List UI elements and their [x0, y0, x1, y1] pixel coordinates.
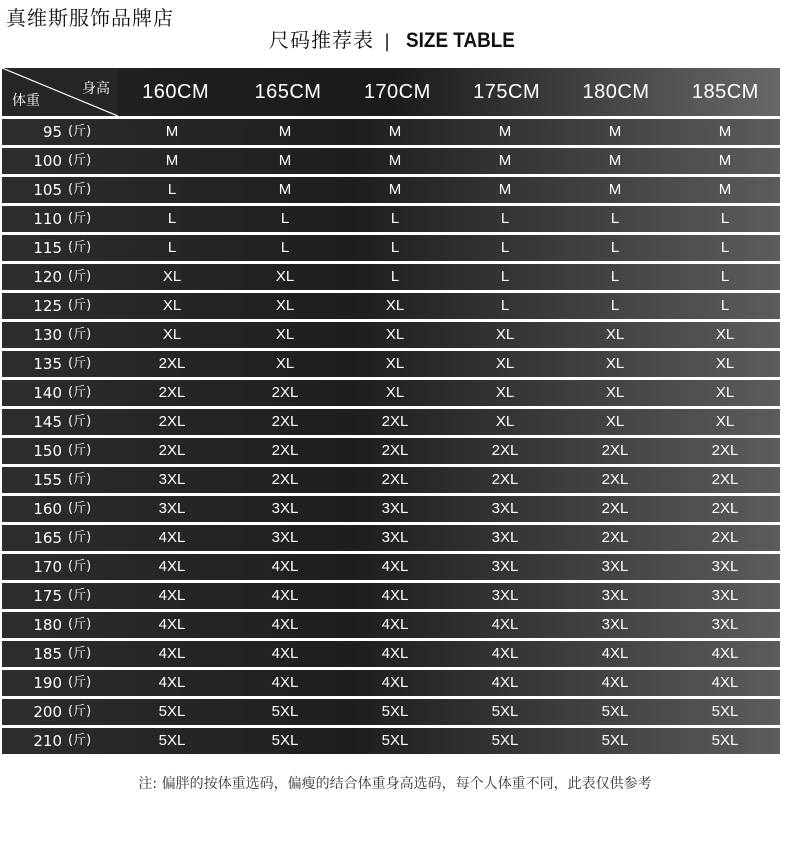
weight-unit: (斤) — [68, 356, 92, 371]
size-cell: 4XL — [711, 674, 739, 691]
size-cell: XL — [162, 297, 182, 314]
size-cell: L — [390, 239, 400, 256]
weight-unit: (斤) — [68, 124, 92, 139]
size-cell: M — [498, 152, 512, 169]
size-cell: 5XL — [601, 732, 629, 749]
size-cell: 2XL — [158, 413, 186, 430]
size-cell: 4XL — [271, 674, 299, 691]
size-cell: XL — [715, 355, 735, 372]
weight-value: 170 — [33, 558, 62, 576]
size-cell: XL — [495, 384, 515, 401]
size-cell: 5XL — [711, 732, 739, 749]
weight-value: 120 — [33, 268, 62, 286]
size-cell: 5XL — [158, 703, 186, 720]
weight-unit: (斤) — [68, 704, 92, 719]
size-cell: M — [278, 152, 292, 169]
size-cell: 5XL — [491, 732, 519, 749]
size-cell: 2XL — [158, 355, 186, 372]
size-cell: XL — [605, 326, 625, 343]
table-row — [2, 177, 780, 203]
weight-unit: (斤) — [68, 327, 92, 342]
title-english: SIZE TABLE — [406, 29, 515, 52]
weight-cell — [2, 293, 114, 319]
table-row — [2, 496, 780, 522]
size-cell: M — [278, 123, 292, 140]
size-cell: 2XL — [381, 413, 409, 430]
size-cell: 2XL — [711, 471, 739, 488]
weight-value: 105 — [33, 181, 62, 199]
height-header-cells — [2, 68, 780, 116]
weight-cell — [2, 641, 114, 667]
size-cell: L — [610, 210, 620, 227]
weight-cell — [2, 351, 114, 377]
weight-unit: (斤) — [68, 588, 92, 603]
size-cell: 3XL — [711, 587, 739, 604]
size-cell: 3XL — [711, 558, 739, 575]
size-cell: 5XL — [711, 703, 739, 720]
table-row — [2, 148, 780, 174]
size-cell: XL — [275, 297, 295, 314]
size-cell: L — [500, 297, 510, 314]
table-row — [2, 554, 780, 580]
size-cell: L — [167, 239, 177, 256]
size-cell: XL — [605, 384, 625, 401]
size-cell: XL — [162, 326, 182, 343]
corner-height-label: 身高 — [82, 81, 110, 97]
corner-weight-label: 体重 — [12, 93, 40, 109]
size-table — [2, 68, 780, 757]
title-separator: | — [383, 31, 391, 52]
table-row — [2, 583, 780, 609]
size-cell: M — [498, 181, 512, 198]
weight-value: 155 — [33, 471, 62, 489]
size-cell: XL — [715, 326, 735, 343]
weight-value: 100 — [33, 152, 62, 170]
size-cell: L — [167, 181, 177, 198]
size-cell: M — [718, 181, 732, 198]
size-cell: 2XL — [601, 471, 629, 488]
table-row — [2, 322, 780, 348]
size-cell: M — [608, 123, 622, 140]
size-cell: 4XL — [158, 587, 186, 604]
size-cell: 5XL — [381, 703, 409, 720]
weight-value: 175 — [33, 587, 62, 605]
weight-cell — [2, 177, 114, 203]
weight-unit: (斤) — [68, 298, 92, 313]
table-row — [2, 699, 780, 725]
size-cell: 2XL — [271, 442, 299, 459]
size-cell: 2XL — [381, 442, 409, 459]
size-cell: XL — [605, 355, 625, 372]
weight-cell — [2, 148, 114, 174]
size-cell: 2XL — [711, 500, 739, 517]
size-cell: L — [720, 239, 730, 256]
size-cell: L — [720, 297, 730, 314]
weight-unit: (斤) — [68, 501, 92, 516]
weight-value: 160 — [33, 500, 62, 518]
size-cell: 2XL — [491, 442, 519, 459]
size-cell: XL — [385, 384, 405, 401]
size-cell: XL — [495, 413, 515, 430]
weight-cell — [2, 554, 114, 580]
weight-value: 210 — [33, 732, 62, 750]
size-cell: 2XL — [271, 413, 299, 430]
weight-value: 185 — [33, 645, 62, 663]
weight-unit: (斤) — [68, 646, 92, 661]
table-row — [2, 293, 780, 319]
size-cell: 5XL — [601, 703, 629, 720]
size-cell: 4XL — [711, 645, 739, 662]
weight-unit: (斤) — [68, 414, 92, 429]
height-header-cell: 165CM — [254, 81, 322, 103]
size-cell: 3XL — [381, 529, 409, 546]
table-row — [2, 438, 780, 464]
weight-value: 190 — [33, 674, 62, 692]
weight-cell — [2, 409, 114, 435]
weight-value: 145 — [33, 413, 62, 431]
size-cell: 5XL — [381, 732, 409, 749]
size-cell: M — [608, 181, 622, 198]
weight-value: 140 — [33, 384, 62, 402]
weight-value: 165 — [33, 529, 62, 547]
weight-value: 115 — [33, 239, 62, 257]
size-cell: 5XL — [158, 732, 186, 749]
weight-value: 150 — [33, 442, 62, 460]
size-cell: L — [500, 268, 510, 285]
size-cell: 3XL — [381, 500, 409, 517]
weight-cell — [2, 467, 114, 493]
size-cell: L — [390, 210, 400, 227]
weight-cell — [2, 438, 114, 464]
size-cell: 4XL — [158, 558, 186, 575]
size-cell: 5XL — [491, 703, 519, 720]
size-cell: L — [280, 239, 290, 256]
weight-unit: (斤) — [68, 472, 92, 487]
size-cell: XL — [275, 268, 295, 285]
weight-value: 95 — [42, 123, 62, 141]
weight-cell — [2, 322, 114, 348]
size-cell: 4XL — [381, 558, 409, 575]
size-cell: M — [278, 181, 292, 198]
size-cell: L — [500, 239, 510, 256]
size-cell: 2XL — [271, 471, 299, 488]
size-cell: 2XL — [601, 442, 629, 459]
size-cell: 3XL — [601, 616, 629, 633]
height-header-cell: 185CM — [691, 81, 759, 103]
size-cell: 2XL — [601, 500, 629, 517]
size-cell: M — [165, 123, 179, 140]
size-cell: 4XL — [158, 616, 186, 633]
size-cell: 4XL — [381, 587, 409, 604]
weight-unit: (斤) — [68, 153, 92, 168]
size-cell: 2XL — [601, 529, 629, 546]
table-row — [2, 351, 780, 377]
weight-cell — [2, 699, 114, 725]
size-cell: XL — [715, 413, 735, 430]
size-cell: 5XL — [271, 703, 299, 720]
size-cell: XL — [162, 268, 182, 285]
weight-cell — [2, 670, 114, 696]
height-header-cell: 175CM — [473, 81, 541, 103]
table-row — [2, 119, 780, 145]
size-cell: 3XL — [271, 529, 299, 546]
weight-value: 180 — [33, 616, 62, 634]
size-cell: 4XL — [601, 645, 629, 662]
size-cell: XL — [605, 413, 625, 430]
weight-value: 200 — [33, 703, 62, 721]
size-cell: 2XL — [381, 471, 409, 488]
size-cell: L — [610, 239, 620, 256]
size-cell: 4XL — [158, 529, 186, 546]
page-title — [0, 24, 790, 53]
size-cell: XL — [275, 355, 295, 372]
size-cell: XL — [385, 326, 405, 343]
size-cell: L — [610, 268, 620, 285]
weight-value: 110 — [33, 210, 62, 228]
size-cell: 2XL — [711, 442, 739, 459]
size-cell: 3XL — [491, 500, 519, 517]
weight-unit: (斤) — [68, 530, 92, 545]
table-row — [2, 670, 780, 696]
weight-cell — [2, 525, 114, 551]
height-header-cell: 170CM — [363, 81, 431, 103]
weight-cell — [2, 380, 114, 406]
size-cell: 4XL — [381, 674, 409, 691]
size-cell: 4XL — [601, 674, 629, 691]
size-cell: 2XL — [158, 384, 186, 401]
table-row — [2, 206, 780, 232]
size-cell: XL — [275, 326, 295, 343]
table-row — [2, 409, 780, 435]
weight-unit: (斤) — [68, 617, 92, 632]
size-cell: M — [498, 123, 512, 140]
table-header-row — [2, 68, 780, 116]
size-cell: XL — [385, 297, 405, 314]
size-cell: 4XL — [491, 616, 519, 633]
size-cell: L — [280, 210, 290, 227]
size-cell: 4XL — [381, 645, 409, 662]
size-cell: M — [608, 152, 622, 169]
height-header-cell: 180CM — [582, 81, 650, 103]
weight-unit: (斤) — [68, 443, 92, 458]
weight-cell — [2, 264, 114, 290]
size-cell: 3XL — [158, 471, 186, 488]
size-cell: XL — [385, 355, 405, 372]
size-cell: 4XL — [491, 674, 519, 691]
size-cell: 3XL — [158, 500, 186, 517]
weight-cell — [2, 583, 114, 609]
size-cell: 3XL — [491, 587, 519, 604]
size-cell: 2XL — [491, 471, 519, 488]
table-row — [2, 235, 780, 261]
size-cell: 3XL — [491, 529, 519, 546]
size-cell: L — [390, 268, 400, 285]
weight-cell — [2, 612, 114, 638]
table-row — [2, 612, 780, 638]
size-cell: 4XL — [158, 645, 186, 662]
table-row — [2, 525, 780, 551]
weight-cell — [2, 235, 114, 261]
size-cell: 4XL — [381, 616, 409, 633]
size-cell: 4XL — [158, 674, 186, 691]
size-cell: L — [610, 297, 620, 314]
size-cell: L — [167, 210, 177, 227]
weight-unit: (斤) — [68, 211, 92, 226]
store-name: 真维斯服饰品牌店 — [6, 6, 174, 30]
weight-value: 125 — [33, 297, 62, 315]
table-row — [2, 728, 780, 754]
weight-unit: (斤) — [68, 182, 92, 197]
weight-value: 130 — [33, 326, 62, 344]
weight-cell — [2, 728, 114, 754]
size-cell: 3XL — [601, 587, 629, 604]
footnote: 注: 偏胖的按体重选码，偏瘦的结合体重身高选码，每个人体重不同，此表仅供参考 — [138, 776, 652, 792]
size-cell: 5XL — [271, 732, 299, 749]
size-cell: 4XL — [271, 616, 299, 633]
weight-unit: (斤) — [68, 269, 92, 284]
size-cell: L — [500, 210, 510, 227]
title-chinese: 尺码推荐表 — [268, 28, 374, 52]
table-row — [2, 380, 780, 406]
weight-cell — [2, 496, 114, 522]
table-row — [2, 641, 780, 667]
table-body — [2, 119, 780, 754]
size-cell: M — [165, 152, 179, 169]
weight-unit: (斤) — [68, 675, 92, 690]
size-cell: 3XL — [491, 558, 519, 575]
size-cell: 2XL — [711, 529, 739, 546]
height-header-cell: 160CM — [142, 81, 210, 103]
weight-unit: (斤) — [68, 240, 92, 255]
size-cell: 2XL — [271, 384, 299, 401]
weight-cell — [2, 206, 114, 232]
size-cell: XL — [495, 355, 515, 372]
size-cell: 4XL — [271, 587, 299, 604]
size-cell: M — [718, 123, 732, 140]
size-cell: 3XL — [271, 500, 299, 517]
weight-cell — [2, 119, 114, 145]
size-cell: 4XL — [271, 558, 299, 575]
size-cell: M — [388, 181, 402, 198]
size-cell: 3XL — [711, 616, 739, 633]
weight-unit: (斤) — [68, 559, 92, 574]
table-row — [2, 264, 780, 290]
size-cell: 2XL — [158, 442, 186, 459]
table-row — [2, 467, 780, 493]
weight-unit: (斤) — [68, 385, 92, 400]
size-cell: 3XL — [601, 558, 629, 575]
size-cell: 4XL — [271, 645, 299, 662]
size-cell: XL — [715, 384, 735, 401]
weight-unit: (斤) — [68, 733, 92, 748]
size-cell: M — [388, 152, 402, 169]
size-cell: XL — [495, 326, 515, 343]
size-cell: L — [720, 268, 730, 285]
size-cell: 4XL — [491, 645, 519, 662]
size-cell: M — [718, 152, 732, 169]
size-cell: M — [388, 123, 402, 140]
size-cell: L — [720, 210, 730, 227]
weight-value: 135 — [33, 355, 62, 373]
